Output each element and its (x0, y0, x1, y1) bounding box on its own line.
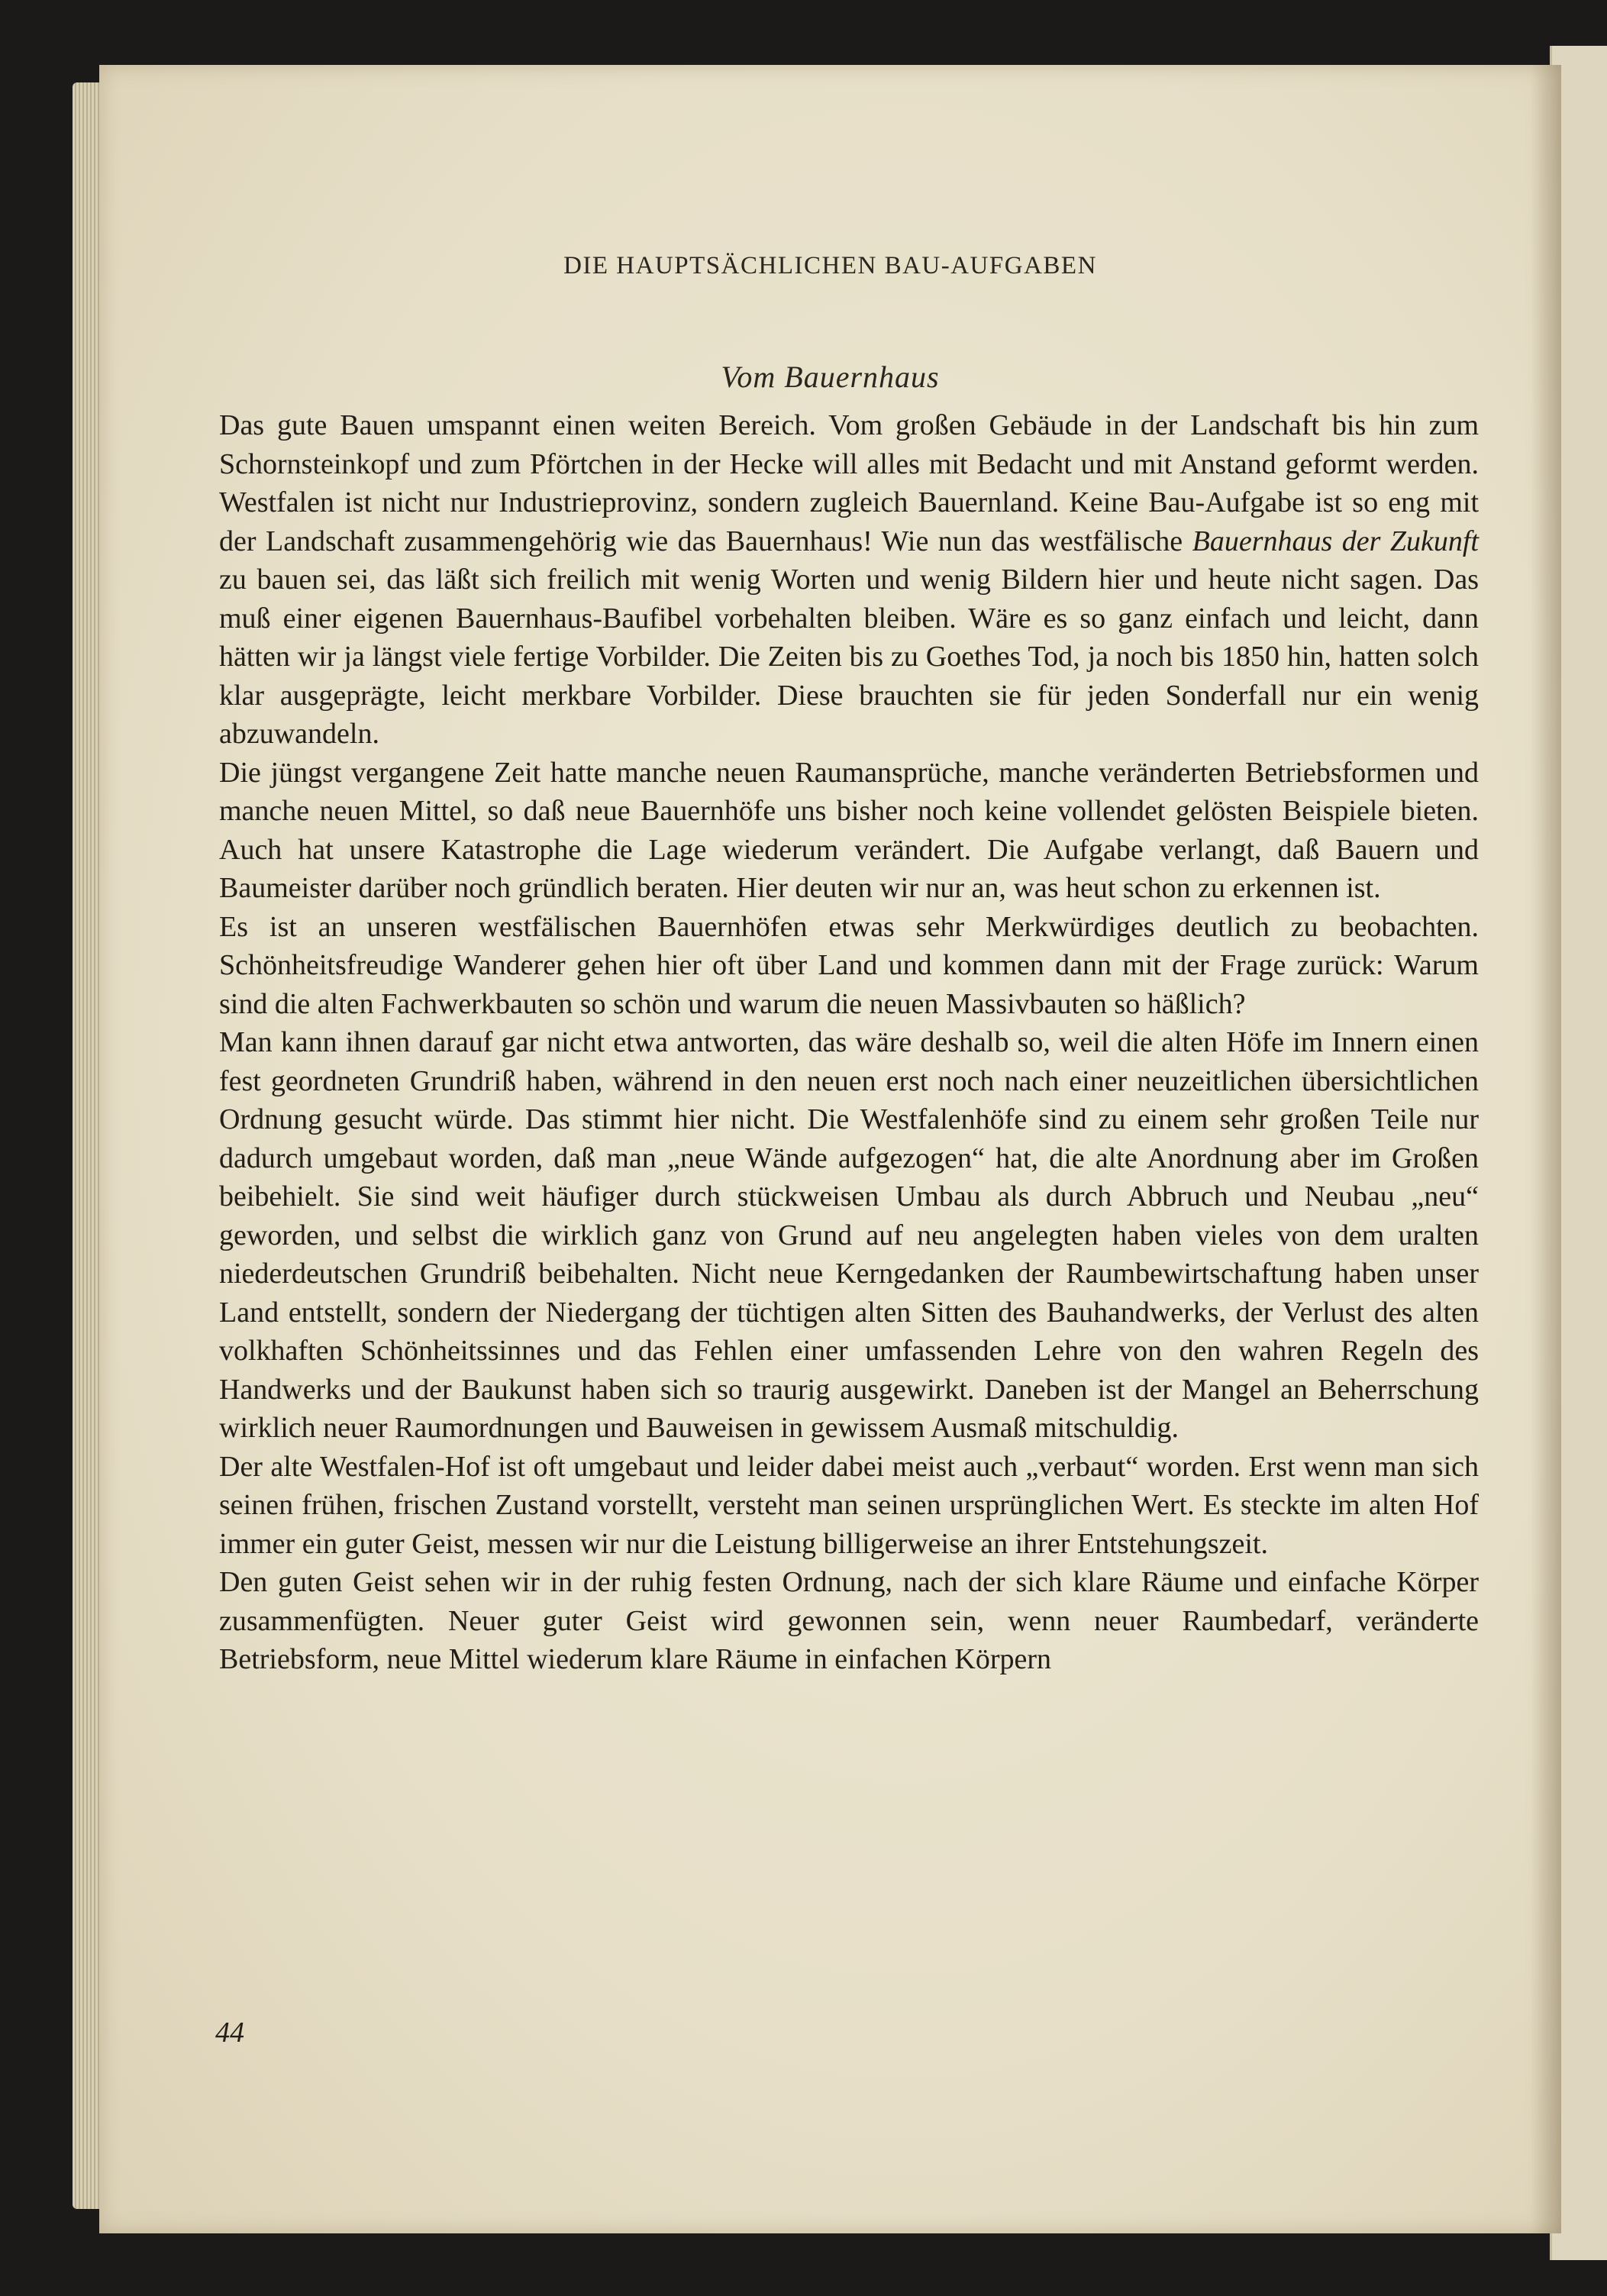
paragraph-6: Den guten Geist sehen wir in der ruhig festen Ordnung, nach der sich klare Räume und einfache Körper zusammenfügten. Neuer guter Geist wird gewonnen sein, wenn neuer Raumbedarf, veränderte Betriebsform, neue Mittel wiederum klare Räume in einfachen Körpern (219, 1566, 1479, 1675)
paragraph-1-text-start: Das gute Bauen umspannt einen weiten Bereich. Vom großen Gebäude in der Landschaft bis hin zum Schornsteinkopf und zum Pförtchen in der Hecke will alles mit Bedacht und mit Anstand geformt werden. Westfalen ist nicht nur Industrieprovinz, sondern zugleich Bauernland. Keine Bau-Aufgabe ist so eng mit der Landschaft zusammengehörig wie das Bauernhaus! Wie nun das westfälische (219, 409, 1479, 557)
emphasis-bauernhaus-der-zukunft: Bauernhaus der Zukunft (1192, 525, 1479, 557)
page-number: 44 (215, 2017, 244, 2049)
paragraph-1-text-end: zu bauen sei, das läßt sich freilich mit wenig Worten und wenig Bildern hier und heute nicht sagen. Das muß einer eigenen Bauernhaus-Baufibel vorbehalten bleiben. Wäre es so ganz einfach und leicht, dann hätten wir ja längst viele fertige Vorbilder. Die Zeiten bis zu Goethes Tod, ja noch bis 1850 hin, hatten solch klar ausgeprägte, leicht merkbare Vorbilder. Diese brauchten sie für jeden Sonderfall nur ein wenig abzuwandeln. (219, 564, 1479, 750)
paragraph-5: Der alte Westfalen-Hof ist oft umgebaut und leider dabei meist auch „verbaut“ worden. Erst wenn man sich seinen frühen, frischen Zustand vorstellt, versteht man seinen ursprünglichen Wert. Es steckte im alten Hof immer ein guter Geist, messen wir nur die Leistung billigerweise an ihrer Entstehungszeit. (219, 1450, 1479, 1560)
section-title: Vom Bauernhaus (721, 360, 940, 394)
paragraph-4: Man kann ihnen darauf gar nicht etwa antworten, das wäre deshalb so, weil die alten Höfe im Innern einen fest geordneten Grundriß haben, während in den neuen erst noch nach einer neuzeitlichen übersichtlichen Ordnung gesucht würde. Das stimmt hier nicht. Die Westfalenhöfe sind zu einem sehr großen Teile nur dadurch umgebaut worden, daß man „neue Wände aufgezogen“ hat, die alte Anordnung aber im Großen beibehielt. Sie sind weit häufiger durch stückweisen Umbau als durch Abbruch und Neubau „neu“ geworden, und selbst die wirklich ganz von Grund auf neu angelegten haben vieles von dem uralten niederdeutschen Grundriß beibehalten. Nicht neue Kerngedanken der Raumbewirtschaftung haben unser Land entstellt, sondern der Niedergang der tüchtigen alten Sitten des Bauhandwerks, der Verlust des alten volkhaften Schönheitssinnes und das Fehlen einer umfassenden Lehre von den wahren Regeln des Handwerks und der Baukunst haben sich so traurig ausgewirkt. Daneben ist der Mangel an Beherrschung wirklich neuer Raumordnungen und Bauweisen in gewissem Ausmaß mitschuldig. (219, 1026, 1479, 1444)
paragraph-1 (219, 406, 1479, 754)
running-head: DIE HAUPTSÄCHLICHEN BAU-AUFGABEN (563, 252, 1097, 279)
stacked-page-edges (73, 82, 103, 2209)
paragraph-2: Die jüngst vergangene Zeit hatte manche neuen Raumansprüche, manche veränderten Betriebsformen und manche neuen Mittel, so daß neue Bauernhöfe uns bisher noch keine vollendet gelösten Beispiele bieten. Auch hat unsere Katastrophe die Lage wiederum verändert. Die Aufgabe verlangt, daß Bauern und Baumeister darüber noch gründlich beraten. Hier deuten wir nur an, was heut schon zu erkennen ist. (219, 756, 1479, 904)
body-text (219, 406, 1479, 1679)
paragraph-3: Es ist an unseren westfälischen Bauernhöfen etwas sehr Merkwürdiges deutlich zu beobachten. Schönheitsfreudige Wanderer gehen hier oft über Land und kommen dann mit der Frage zurück: Warum sind die alten Fachwerkbauten so schön und warum die neuen Massivbauten so häßlich? (219, 910, 1479, 1020)
